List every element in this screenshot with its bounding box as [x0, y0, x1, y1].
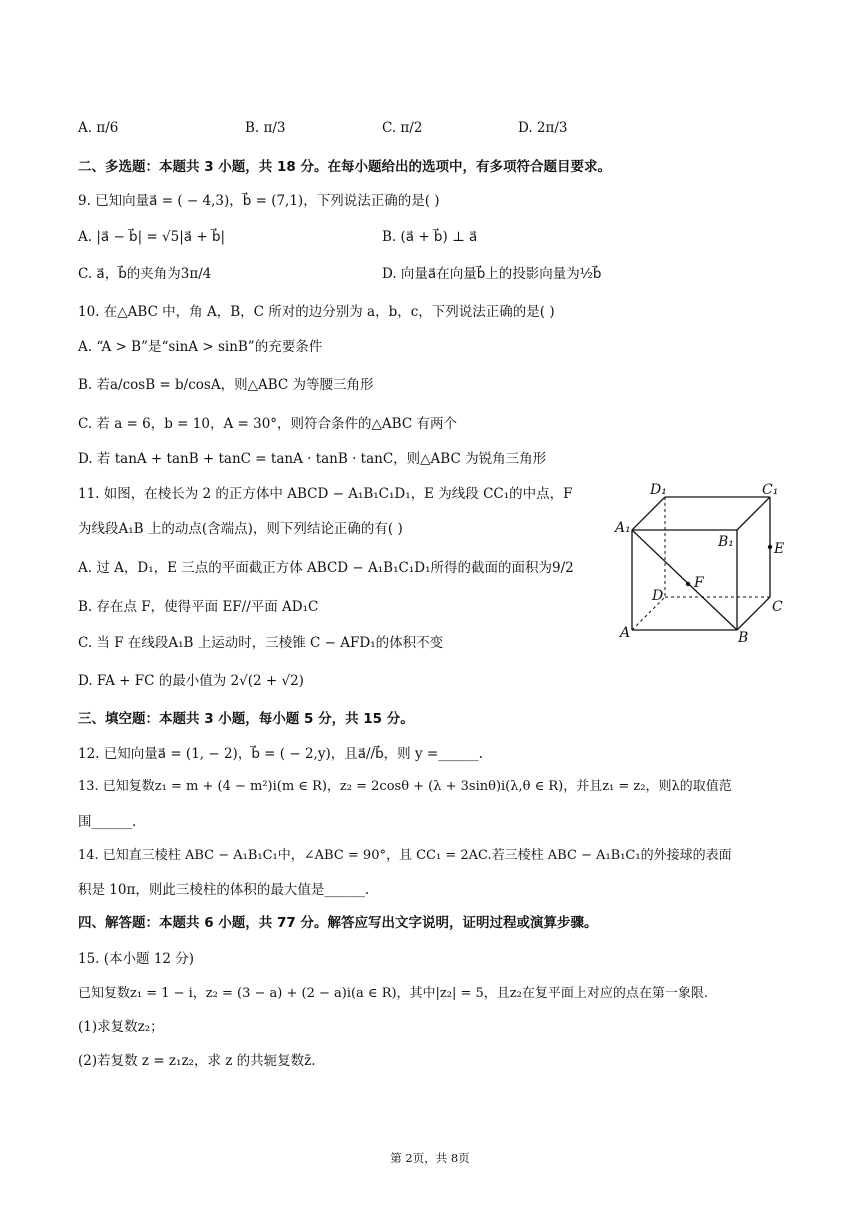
q9-option-c: C. a⃗，b⃗的夹角为3π/4: [78, 266, 212, 282]
section-4-heading: 四、解答题：本题共 6 小题，共 77 分。解答应写出文字说明，证明过程或演算步骤。: [78, 915, 598, 931]
q8-option-a: A. π/6: [78, 120, 119, 136]
q10-stem: 10. 在△ABC 中，角 A，B，C 所对的边分别为 a，b，c，下列说法正确的是( ): [78, 304, 555, 320]
q8-option-c: C. π/2: [382, 120, 423, 136]
edge-a1-d1: [632, 497, 665, 530]
label-a1: A₁: [615, 520, 631, 536]
cube-figure: [612, 480, 792, 650]
q11-stem-line2: 为线段A₁B 上的动点(含端点)，则下列结论正确的有( ): [78, 521, 403, 537]
q11-option-a: A. 过 A，D₁，E 三点的平面截正方体 ABCD − A₁B₁C₁D₁所得的截面的面积为9/2: [78, 560, 574, 576]
edge-b-c: [737, 597, 770, 630]
label-c: C: [772, 599, 783, 615]
q10-option-b: B. 若a/cosB = b/cosA，则△ABC 为等腰三角形: [78, 377, 374, 393]
q10-option-c: C. 若 a = 6，b = 10，A = 30°，则符合条件的△ABC 有两个: [78, 416, 457, 432]
q10-option-d: D. 若 tanA + tanB + tanC = tanA · tanB · tanC，则△ABC 为锐角三角形: [78, 451, 547, 467]
label-e: E: [774, 541, 785, 557]
label-f: F: [694, 575, 704, 591]
label-c1: C₁: [762, 482, 779, 498]
q15-part2: (2)若复数 z = z₁z₂，求 z 的共轭复数z̄.: [78, 1053, 316, 1069]
q9-option-d: D. 向量a⃗在向量b⃗上的投影向量为½b⃗: [382, 266, 602, 282]
q13-line1: 13. 已知复数z₁ = m + (4 − m²)i(m ∈ R)，z₂ = 2cosθ + (λ + 3sinθ)i(λ,θ ∈ R)，并且z₁ = z₂，则λ的取值范: [78, 779, 732, 794]
section-3-heading: 三、填空题：本题共 3 小题，每小题 5 分，共 15 分。: [78, 711, 414, 727]
q15-heading: 15. (本小题 12 分): [78, 951, 195, 967]
section-2-heading: 二、多选题：本题共 3 小题，共 18 分。在每小题给出的选项中，有多项符合题目要求。: [78, 159, 611, 175]
point-e: [768, 545, 772, 549]
page-footer: 第 2页，共 8页: [390, 1151, 470, 1165]
edge-b1-c1: [737, 497, 770, 530]
label-d: D: [652, 588, 664, 604]
q15-stem: 已知复数z₁ = 1 − i，z₂ = (3 − a) + (2 − a)i(a ∈ R)，其中|z₂| = 5，且z₂在复平面上对应的点在第一象限.: [78, 986, 708, 1001]
q11-stem-line1: 11. 如图，在棱长为 2 的正方体中 ABCD − A₁B₁C₁D₁，E 为线段 CC₁的中点，F: [78, 486, 573, 502]
q11-option-d: D. FA + FC 的最小值为 2√(2 + √2): [78, 673, 304, 689]
q15-part1: (1)求复数z₂；: [78, 1019, 164, 1035]
label-b1: B₁: [718, 534, 734, 550]
q12-text: 12. 已知向量a⃗ = (1, − 2)，b⃗ = ( − 2,y)，且a⃗//b⃗，则 y =______.: [78, 746, 483, 762]
q9-stem: 9. 已知向量a⃗ = ( − 4,3)，b⃗ = (7,1)，下列说法正确的是( ): [78, 193, 440, 209]
q11-option-b: B. 存在点 F，使得平面 EF//平面 AD₁C: [78, 599, 319, 615]
label-b: B: [738, 630, 749, 646]
q9-option-a: A. |a⃗ − b⃗| = √5|a⃗ + b⃗|: [78, 229, 226, 245]
q11-option-c: C. 当 F 在线段A₁B 上运动时，三棱锥 C − AFD₁的体积不变: [78, 635, 444, 651]
q13-line2: 围______.: [78, 814, 137, 830]
point-f: [686, 582, 690, 586]
q8-option-d: D. 2π/3: [518, 120, 568, 136]
q14-line1: 14. 已知直三棱柱 ABC − A₁B₁C₁中，∠ABC = 90°，且 CC₁ = 2AC.若三棱柱 ABC − A₁B₁C₁的外接球的表面: [78, 848, 732, 863]
q14-line2: 积是 10π，则此三棱柱的体积的最大值是______.: [78, 882, 370, 898]
label-d1: D₁: [650, 482, 667, 498]
q10-option-a: A. “A > B”是“sinA > sinB”的充要条件: [78, 339, 323, 355]
label-a: A: [620, 625, 631, 641]
q8-option-b: B. π/3: [245, 120, 286, 136]
q9-option-b: B. (a⃗ + b⃗) ⊥ a⃗: [382, 229, 478, 245]
